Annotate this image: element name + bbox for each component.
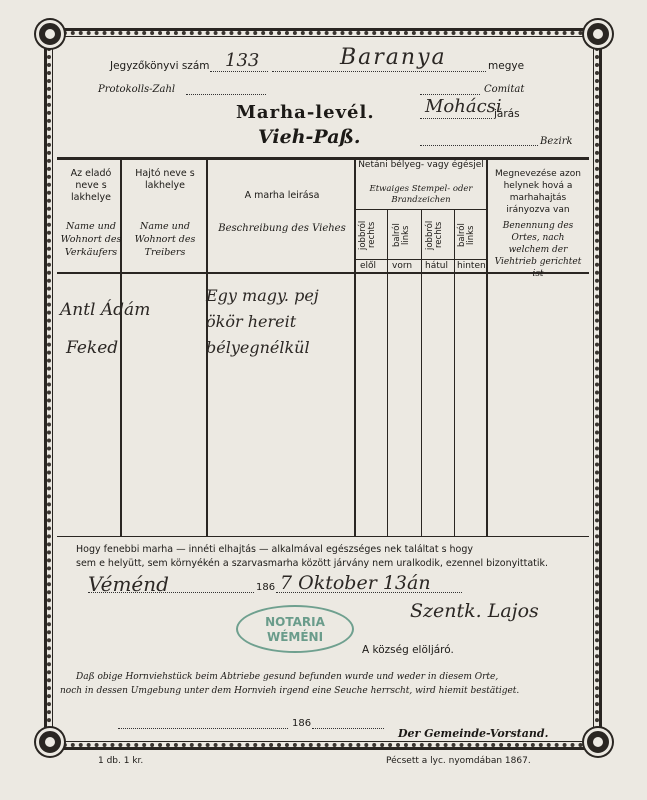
year-prefix-2: 186 (292, 718, 312, 729)
col-mark-header-de: Etwaiges Stempel- oder Brandzeichen (369, 184, 473, 205)
corner-ornament-icon (36, 20, 64, 48)
table-col-divider (421, 209, 422, 536)
field-line (420, 145, 538, 146)
gemeinde-vorstand-label: Der Gemeinde-Vorstand. (398, 727, 549, 740)
col-mark-header-hu: Netáni bélyeg- vagy égésjel (358, 160, 484, 170)
megye-label: megye (488, 60, 525, 72)
sub-header-elol: elől (360, 261, 377, 271)
field-line (312, 728, 384, 729)
sub-header-vorn: vorn (392, 261, 413, 271)
jaras-label: járás (494, 108, 520, 120)
description-line3: bélyegnélkül (206, 338, 310, 357)
field-line (420, 118, 492, 119)
stamp-line-2: WÉMÉNI (266, 630, 324, 644)
seller-name-value: Antl Ádám (60, 300, 151, 320)
sub-header-balrol: balról links (392, 223, 411, 247)
printer-note: Pécsett a lyc. nyomdában 1867. (386, 756, 531, 766)
table-rule (57, 158, 589, 160)
sub-header-jobbrol-2: jobbról rechts (425, 220, 444, 250)
col-driver-header-de: Name und Wohnort des Treibers (134, 221, 196, 258)
comitat-label: Comitat (484, 84, 525, 95)
notary-stamp (236, 605, 354, 653)
certificate-line-1: Hogy fenebbi marha — innéti elhajtás — alkalmával egészséges nek találtat s hogy (76, 544, 474, 555)
table-col-divider (486, 158, 488, 536)
col-seller-header-de: Name und Wohnort des Verkäufers (60, 221, 122, 258)
col-seller-header-hu: Az eladó neve s lakhelye (70, 168, 112, 203)
sub-header-jobbrol: jobbról rechts (358, 220, 377, 250)
field-line (272, 71, 486, 72)
jegyzokonyvi-szam-value: 133 (225, 50, 260, 71)
description-line2: ökör hereit (206, 312, 297, 331)
page-title-german: Vieh-Paß. (258, 126, 361, 148)
field-line (118, 728, 288, 729)
table-col-divider (120, 158, 122, 536)
col-description-header-hu: A marha leirása (244, 190, 320, 201)
col-destination-header-de: Benennung des Ortes, nach welchem der Viehtrieb gerichtet ist (494, 221, 582, 279)
sub-header-hatul: hátul (425, 261, 448, 271)
signature: Szentk. Lajos (410, 600, 539, 622)
page-title-hungarian: Marha-levél. (236, 102, 375, 123)
table-col-divider (387, 209, 388, 536)
seller-place-value: Feked (66, 338, 119, 358)
corner-ornament-icon (584, 728, 612, 756)
year-prefix: 186 (256, 582, 276, 593)
bezirk-label: Bezirk (540, 136, 573, 147)
kozseg-eloljaro-label: A község elöljáró. (362, 644, 454, 656)
table-col-divider (354, 158, 356, 536)
german-statement-line-1: Daß obige Hornviehstück beim Abtriebe gesund befunden wurde und weder in diesem Orte, (76, 672, 499, 682)
german-statement-line-2: noch in dessen Umgebung unter dem Hornvieh irgend eine Seuche herrscht, wird hiemit bestätiget. (60, 686, 520, 696)
col-driver-header-hu: Hajtó neve s lakhelye (135, 168, 195, 191)
description-line1: Egy magy. pej (206, 286, 319, 305)
corner-ornament-icon (36, 728, 64, 756)
stamp-line-1: NOTARIA (265, 615, 325, 629)
sub-header-hinten: hinten (457, 261, 486, 271)
corner-ornament-icon (584, 20, 612, 48)
field-line (420, 94, 480, 95)
date-value: 7 Oktober 13án (280, 572, 431, 594)
sub-header-balrol-2: balról links (457, 223, 476, 247)
jaras-value: Mohácsi (425, 96, 502, 117)
col-destination-header-hu: Megnevezése azon helynek hová a marhahajtás irányozva van (495, 169, 581, 215)
protokolls-zahl-label: Protokolls-Zahl (98, 84, 176, 95)
field-line (186, 94, 266, 95)
megye-value: Baranya (340, 45, 447, 70)
price-note: 1 db. 1 kr. (98, 756, 144, 766)
table-col-divider (454, 209, 455, 536)
col-description-header-de: Beschreibung des Viehes (218, 223, 346, 234)
certificate-line-2: sem e helyütt, sem környékén a szarvasmarha között járvány nem uralkodik, ezennel bizonyittatik. (76, 558, 549, 569)
field-line (210, 71, 268, 72)
place-value: Véménd (88, 572, 169, 596)
jegyzokonyvi-szam-label: Jegyzőkönyvi szám (110, 60, 210, 72)
